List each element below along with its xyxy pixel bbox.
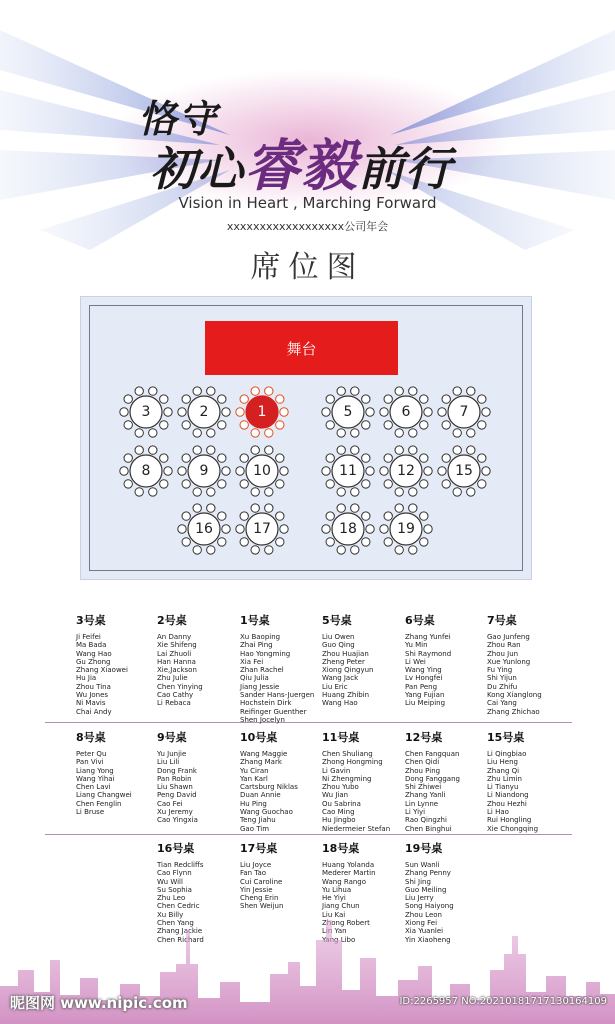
- guest-name: Song Haiyong: [405, 902, 454, 911]
- guest-name: Zhou Yubo: [322, 783, 359, 792]
- subtitle-company: xxxxxxxxxxxxxxxxxx公司年会: [226, 220, 389, 233]
- table-12: [379, 444, 433, 498]
- guest-name: Ou Sabrina: [322, 799, 361, 808]
- list-heading: 11号桌: [322, 731, 360, 744]
- guest-name: Ji Feifei: [76, 633, 101, 641]
- guest-name: Wang Jack: [322, 674, 359, 683]
- divider: [45, 834, 572, 835]
- guest-name: Jiang Chun: [322, 902, 360, 911]
- table-guest-list: [487, 729, 577, 833]
- list-heading: 9号桌: [157, 731, 187, 744]
- guest-name: Zhou Huajian: [322, 649, 369, 658]
- guest-name: Zhou Ping: [405, 766, 441, 775]
- guest-name: Peter Qu: [76, 750, 107, 758]
- guest-name: Zhu Leo: [157, 894, 186, 903]
- subtitle-english: Vision in Heart , Marching Forward: [178, 194, 437, 212]
- guest-name: Chen Shuliang: [322, 750, 373, 758]
- guest-name: Chen Fenglin: [76, 799, 122, 808]
- guest-name: Chen Fangquan: [405, 750, 460, 758]
- guest-name: Wang Guochao: [240, 808, 293, 817]
- list-heading: 10号桌: [240, 731, 278, 744]
- table-number: 6: [401, 404, 411, 420]
- guest-name: Yin Xiaoheng: [405, 935, 451, 944]
- list-heading: 15号桌: [487, 731, 525, 744]
- guest-name: Zhou Ran: [487, 641, 521, 650]
- guest-name: Gao Tim: [240, 824, 270, 833]
- table-5: [321, 385, 375, 439]
- guest-name: Chen Yinying: [157, 682, 203, 691]
- guest-name: Liu Meiping: [405, 699, 446, 708]
- guest-name: Fan Tao: [240, 869, 267, 878]
- guest-name: Chen Lavi: [76, 783, 111, 792]
- guest-name: Li Gavin: [322, 766, 351, 775]
- title-line-1: 恪守: [138, 96, 219, 141]
- guest-name: Dong Frank: [157, 766, 197, 775]
- guest-name: Hu Ping: [240, 799, 267, 808]
- table-number: 19: [397, 521, 415, 537]
- guest-name: Shen Weijun: [240, 902, 284, 911]
- guest-name: Zhang Qi: [487, 766, 520, 775]
- guest-name: Shi Raymond: [405, 649, 452, 658]
- guest-name: Xu Billy: [157, 910, 184, 919]
- guest-name: Zhai Ping: [240, 641, 273, 650]
- guest-name: Cao Yingxia: [157, 816, 198, 825]
- guest-name: Zhang Xiaowei: [76, 666, 128, 675]
- list-heading: 2号桌: [157, 614, 187, 627]
- guest-name: Pan Vivi: [76, 758, 104, 767]
- guest-name: Zhan Rachel: [240, 666, 284, 675]
- table-guest-list: [76, 729, 166, 816]
- guest-name: Wang Hao: [322, 699, 358, 708]
- guest-name: Wu Will: [157, 877, 183, 886]
- list-heading: 18号桌: [322, 842, 360, 855]
- guest-name: Rao Qingzhi: [405, 816, 447, 825]
- guest-name: Rui Hongling: [487, 816, 532, 825]
- table-number: 1: [257, 404, 267, 420]
- guest-name: Cartsburg Niklas: [240, 783, 298, 792]
- guest-name: Li Qingbiao: [487, 750, 527, 758]
- guest-name: Zhou Leon: [405, 910, 442, 919]
- guest-name: Liang Changwei: [76, 791, 132, 800]
- guest-name: Zhou Jun: [487, 649, 519, 658]
- list-heading: 12号桌: [405, 731, 443, 744]
- table-number: 2: [199, 404, 209, 420]
- guest-name: Xue Yunlong: [487, 657, 531, 666]
- guest-name: Wang Ying: [405, 666, 442, 675]
- guest-name: Hochstein Dirk: [240, 699, 292, 708]
- guest-name: Ma Bada: [76, 641, 107, 650]
- guest-name: Liu Joyce: [240, 861, 272, 869]
- guest-name: Du Zhifu: [487, 682, 518, 691]
- guest-name: Pan Peng: [405, 682, 438, 691]
- guest-name: Chai Andy: [76, 707, 112, 716]
- guest-name: Hu Jia: [76, 674, 97, 683]
- guest-name: Yu Min: [405, 641, 428, 650]
- list-heading: 7号桌: [487, 614, 517, 627]
- guest-name: Zhang Yunfei: [405, 633, 451, 641]
- guest-name: Ni Mavis: [76, 699, 106, 708]
- list-heading: 1号桌: [240, 614, 270, 627]
- guest-name: Xu Jeremy: [157, 808, 193, 817]
- list-heading: 8号桌: [76, 731, 106, 744]
- guest-name: Mederer Martin: [322, 869, 376, 878]
- guest-name: Wang Maggie: [240, 750, 288, 758]
- guest-name: Ni Zhengming: [322, 774, 372, 783]
- guest-name: Jiang Jessie: [240, 682, 280, 691]
- guest-name: Liu Shawn: [157, 783, 193, 792]
- table-guest-list: [240, 612, 330, 724]
- guest-name: Duan Annie: [240, 791, 281, 800]
- guest-name: Zheng Peter: [322, 657, 365, 666]
- guest-name: Liu Eric: [322, 682, 348, 691]
- guest-name: Dong Fanggang: [405, 774, 460, 783]
- title-line-2: [150, 122, 452, 202]
- guest-name: Yin Jessie: [240, 885, 273, 894]
- table-guest-list: [322, 612, 412, 708]
- guest-name: An Danny: [157, 633, 192, 641]
- guest-name: Su Sophia: [157, 885, 192, 894]
- guest-name: Xiong Qingyun: [322, 666, 374, 675]
- table-17: [235, 502, 289, 556]
- guest-name: Zhou Tina: [76, 682, 111, 691]
- list-heading: 17号桌: [240, 842, 278, 855]
- guest-name: Li Wei: [405, 657, 426, 666]
- guest-name: Li Rebaca: [157, 699, 191, 708]
- guest-name: Wang Yihai: [76, 774, 115, 783]
- guest-name: Peng David: [157, 791, 197, 800]
- guest-name: Chen Qidi: [405, 758, 440, 767]
- guest-name: Lin Yan: [322, 927, 347, 936]
- title-highlight: 睿毅: [244, 133, 358, 199]
- table-number: 9: [199, 463, 209, 479]
- guest-name: Yang Libo: [322, 935, 356, 944]
- guest-name: Shi Zhiwei: [405, 783, 442, 792]
- guest-name: Yu Junjie: [157, 750, 187, 758]
- guest-name: Kong Xianglong: [487, 691, 542, 700]
- guest-name: Sun Wanli: [405, 861, 440, 869]
- guest-name: Zhang Penny: [405, 869, 451, 878]
- guest-name: Chen Binghui: [405, 824, 452, 833]
- table-number: 5: [343, 404, 353, 420]
- guest-name: Zhu Julie: [157, 674, 188, 683]
- guest-name: Xiong Fei: [405, 919, 438, 928]
- guest-name: Tian Redcliffs: [157, 861, 204, 869]
- guest-name: Liu Lili: [157, 758, 180, 767]
- guest-name: Lv Hongfei: [405, 674, 443, 683]
- table-guest-list: [405, 729, 495, 833]
- table-number: 18: [339, 521, 357, 537]
- list-heading: 3号桌: [76, 614, 106, 627]
- guest-name: Chen Yang: [157, 919, 194, 928]
- table-19: [379, 502, 433, 556]
- guest-name: Liu Heng: [487, 758, 518, 767]
- guest-name: Lin Lynne: [405, 799, 439, 808]
- guest-name: Wu Jones: [76, 691, 109, 700]
- guest-name: Yan Karl: [240, 774, 268, 783]
- guest-name: Xie Chongqing: [487, 824, 539, 833]
- guest-name: Li Yiyi: [405, 808, 426, 817]
- guest-name: Cheng Erin: [240, 894, 279, 903]
- title-part-a: 初心: [150, 142, 244, 196]
- table-6: [379, 385, 433, 439]
- list-heading: 6号桌: [405, 614, 435, 627]
- guest-name: Wang Rango: [322, 877, 367, 886]
- guest-name: Cao Cathy: [157, 691, 194, 700]
- seating-map-title: 席位图: [250, 250, 365, 285]
- table-11: [321, 444, 375, 498]
- guest-name: Li Niandong: [487, 791, 529, 800]
- table-10: [235, 444, 289, 498]
- table-number: 15: [455, 463, 473, 479]
- guest-name: Pan Robin: [157, 774, 192, 783]
- table-number: 8: [141, 463, 151, 479]
- guest-name: Shi Yijun: [487, 674, 517, 683]
- guest-name: Wang Hao: [76, 649, 112, 658]
- guest-name: Zhang Jackie: [157, 927, 203, 936]
- guest-name: Xie,Jackson: [157, 666, 197, 675]
- table-number: 12: [397, 463, 415, 479]
- guest-name: Guo Meiling: [405, 885, 447, 894]
- guest-name: Guo Qing: [322, 641, 355, 650]
- guest-name: Xia Yuanlei: [405, 927, 444, 936]
- guest-name: Hao Yongming: [240, 649, 291, 658]
- guest-name: Zhang Yanli: [405, 791, 446, 800]
- table-8: [119, 444, 173, 498]
- guest-name: Cao Flynn: [157, 869, 192, 878]
- guest-name: Xu Baoping: [240, 633, 281, 641]
- guest-name: Cai Yang: [487, 699, 517, 708]
- table-2: [177, 385, 231, 439]
- table-guest-list: [157, 612, 247, 708]
- watermark-left: 昵图网 www.nipic.com: [10, 994, 188, 1012]
- guest-name: Lai Zhuoli: [157, 649, 192, 658]
- guest-name: Zhou Hezhi: [487, 799, 527, 808]
- guest-name: Gu Zhong: [76, 657, 111, 666]
- guest-name: Li Hao: [487, 808, 509, 817]
- table-15: [437, 444, 491, 498]
- table-guest-list: [240, 729, 330, 833]
- guest-name: Liu Kai: [322, 910, 346, 919]
- table-guest-list: [157, 729, 247, 825]
- table-number: 11: [339, 463, 357, 479]
- guest-name: Hu Jingbo: [322, 816, 356, 825]
- guest-name: Yu Lihua: [322, 885, 352, 894]
- guest-name: Liang Yong: [76, 766, 114, 775]
- table-number: 7: [459, 404, 469, 420]
- guest-name: Shen Jocelyn: [240, 715, 285, 724]
- guest-name: Huang Zhibin: [322, 691, 370, 700]
- table-16: [177, 502, 231, 556]
- title-part-c: 前行: [358, 142, 452, 196]
- guest-name: Liu Jerry: [405, 894, 434, 903]
- guest-name: Chen Richard: [157, 935, 204, 944]
- guest-name: Reifinger Guenther: [240, 707, 307, 716]
- guest-name: Xia Fei: [240, 657, 264, 666]
- guest-name: He Yiyi: [322, 894, 346, 903]
- guest-name: Zhong Robert: [322, 919, 370, 928]
- guest-name: Cui Caroline: [240, 877, 283, 886]
- guest-name: Zhang Mark: [240, 758, 282, 767]
- table-9: [177, 444, 231, 498]
- table-1: [235, 385, 289, 439]
- table-number: 17: [253, 521, 271, 537]
- guest-name: Chen Cedric: [157, 902, 200, 911]
- list-heading: 5号桌: [322, 614, 352, 627]
- guest-name: Zhong Hongming: [322, 758, 383, 767]
- list-heading: 16号桌: [157, 842, 195, 855]
- table-guest-list: [405, 612, 495, 708]
- guest-name: Yu Ciran: [240, 766, 269, 775]
- guest-name: Liu Owen: [322, 633, 355, 641]
- table-guest-list: [487, 612, 577, 716]
- watermark-right: ID:2265957 NO:20210181717130164109: [399, 996, 607, 1007]
- table-18: [321, 502, 375, 556]
- table-guest-list: [322, 729, 412, 833]
- table-number: 10: [253, 463, 271, 479]
- guest-name: Shi Jing: [405, 877, 431, 886]
- guest-name: Huang Yolanda: [322, 861, 375, 869]
- guest-name: Sander Hans-Juergen: [240, 691, 315, 700]
- guest-name: Yang Fujian: [405, 691, 445, 700]
- guest-name: Qiu Julia: [240, 674, 269, 683]
- table-guest-list: [76, 612, 166, 716]
- guest-name: Teng Jiahu: [240, 816, 276, 825]
- guest-name: Fu Ying: [487, 666, 513, 675]
- guest-name: Gao Junfeng: [487, 633, 530, 641]
- table-3: [119, 385, 173, 439]
- guest-name: Wu Jian: [322, 791, 349, 800]
- guest-name: Zhang Zhichao: [487, 707, 540, 716]
- table-7: [437, 385, 491, 439]
- guest-name: Li Bruse: [76, 808, 105, 817]
- guest-name: Cao Fei: [157, 799, 183, 808]
- guest-name: Zhu Limin: [487, 774, 522, 783]
- guest-name: Xie Shifeng: [157, 641, 197, 650]
- guest-name: Cao Ming: [322, 808, 355, 817]
- table-number: 3: [141, 404, 151, 420]
- list-heading: 19号桌: [405, 842, 443, 855]
- stage: 舞台: [205, 321, 398, 375]
- guest-name: Niedermeier Stefan: [322, 824, 391, 833]
- table-number: 16: [195, 521, 213, 537]
- guest-name: Li Tianyu: [487, 783, 519, 792]
- guest-name: Han Hanna: [157, 657, 196, 666]
